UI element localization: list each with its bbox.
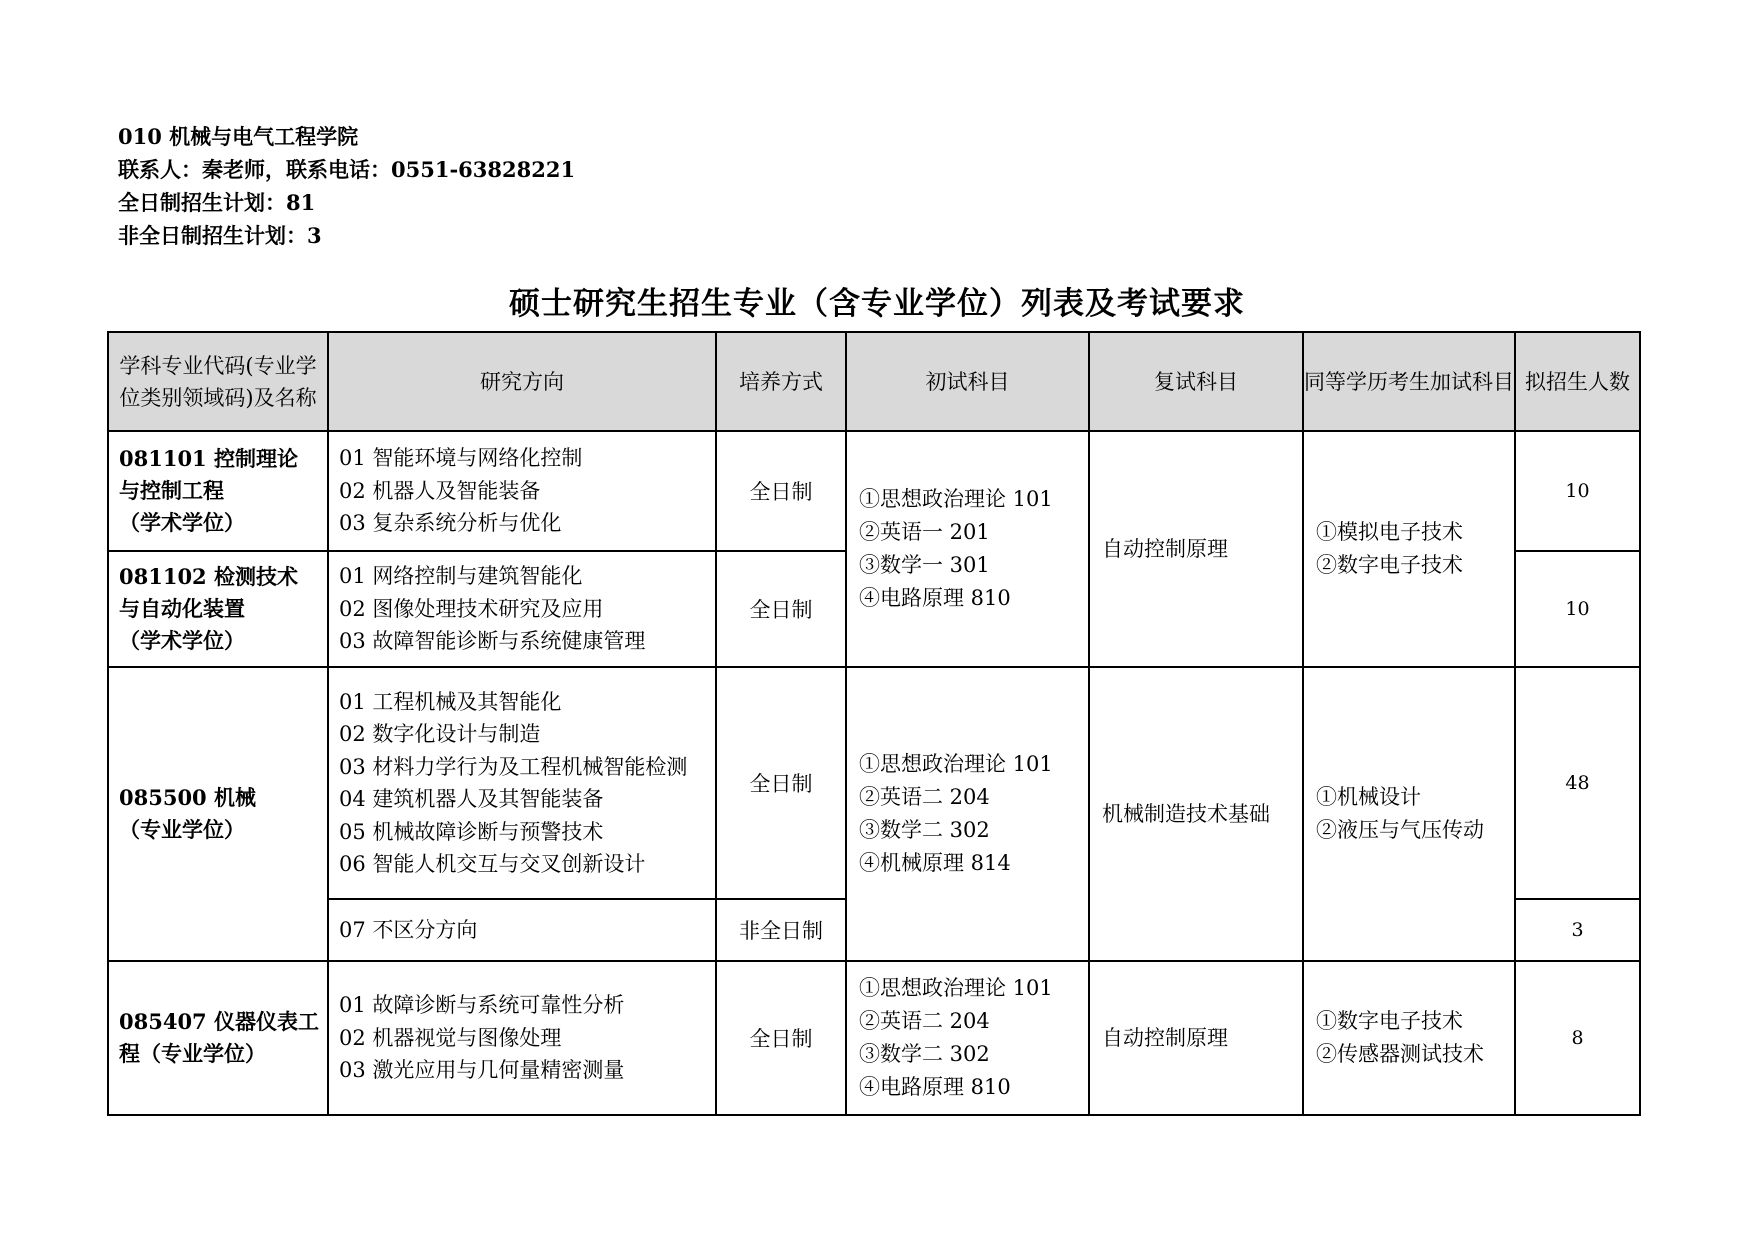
contact-info: 联系人：秦老师，联系电话：0551-63828221	[118, 157, 576, 182]
extra-exam-cell: ①数字电子技术 ②传感器测试技术	[1303, 961, 1515, 1115]
header-direction: 研究方向	[328, 332, 716, 431]
header-code: 学科专业代码(专业学位类别领域码)及名称	[108, 332, 328, 431]
college-name: 010 机械与电气工程学院	[118, 124, 359, 149]
mode-cell: 全日制	[716, 667, 846, 899]
quota-cell: 3	[1515, 899, 1640, 961]
mode-cell: 非全日制	[716, 899, 846, 961]
direction-cell: 01 网络控制与建筑智能化 02 图像处理技术研究及应用 03 故障智能诊断与系统健康管理	[328, 551, 716, 667]
header-quota: 拟招生人数	[1515, 332, 1640, 431]
initial-exam-cell: ①思想政治理论 101 ②英语二 204 ③数学二 302 ④机械原理 814	[846, 667, 1089, 961]
fulltime-plan: 全日制招生计划：81	[118, 190, 316, 215]
college-info	[118, 120, 575, 252]
table-header-row	[108, 332, 1640, 431]
parttime-plan: 非全日制招生计划：3	[118, 223, 322, 248]
mode-cell: 全日制	[716, 551, 846, 667]
header-extra-exam: 同等学历考生加试科目	[1303, 332, 1515, 431]
direction-cell: 07 不区分方向	[328, 899, 716, 961]
table-row	[108, 961, 1640, 1115]
major-code-cell: 081101 控制理论 与控制工程 （学术学位）	[108, 431, 328, 551]
major-code-cell: 085407 仪器仪表工 程（专业学位）	[108, 961, 328, 1115]
header-retest: 复试科目	[1089, 332, 1303, 431]
table-row	[108, 667, 1640, 899]
initial-exam-cell: ①思想政治理论 101 ②英语二 204 ③数学二 302 ④电路原理 810	[846, 961, 1089, 1115]
admissions-table	[107, 331, 1641, 1116]
major-code-cell: 081102 检测技术 与自动化装置 （学术学位）	[108, 551, 328, 667]
retest-cell: 机械制造技术基础	[1089, 667, 1303, 961]
direction-cell: 01 工程机械及其智能化 02 数字化设计与制造 03 材料力学行为及工程机械智能检测 04 建筑机器人及其智能装备 05 机械故障诊断与预警技术 06 智能人机交互与交叉创新设计	[328, 667, 716, 899]
extra-exam-cell: ①模拟电子技术 ②数字电子技术	[1303, 431, 1515, 667]
retest-cell: 自动控制原理	[1089, 961, 1303, 1115]
header-mode: 培养方式	[716, 332, 846, 431]
table-row	[108, 431, 1640, 551]
quota-cell: 10	[1515, 431, 1640, 551]
mode-cell: 全日制	[716, 961, 846, 1115]
quota-cell: 48	[1515, 667, 1640, 899]
document-title: 硕士研究生招生专业（含专业学位）列表及考试要求	[509, 286, 1245, 322]
header-initial-exam: 初试科目	[846, 332, 1089, 431]
direction-cell: 01 智能环境与网络化控制 02 机器人及智能装备 03 复杂系统分析与优化	[328, 431, 716, 551]
initial-exam-cell: ①思想政治理论 101 ②英语一 201 ③数学一 301 ④电路原理 810	[846, 431, 1089, 667]
major-code-cell: 085500 机械 （专业学位）	[108, 667, 328, 961]
retest-cell: 自动控制原理	[1089, 431, 1303, 667]
quota-cell: 10	[1515, 551, 1640, 667]
direction-cell: 01 故障诊断与系统可靠性分析 02 机器视觉与图像处理 03 激光应用与几何量精密测量	[328, 961, 716, 1115]
mode-cell: 全日制	[716, 431, 846, 551]
quota-cell: 8	[1515, 961, 1640, 1115]
extra-exam-cell: ①机械设计 ②液压与气压传动	[1303, 667, 1515, 961]
